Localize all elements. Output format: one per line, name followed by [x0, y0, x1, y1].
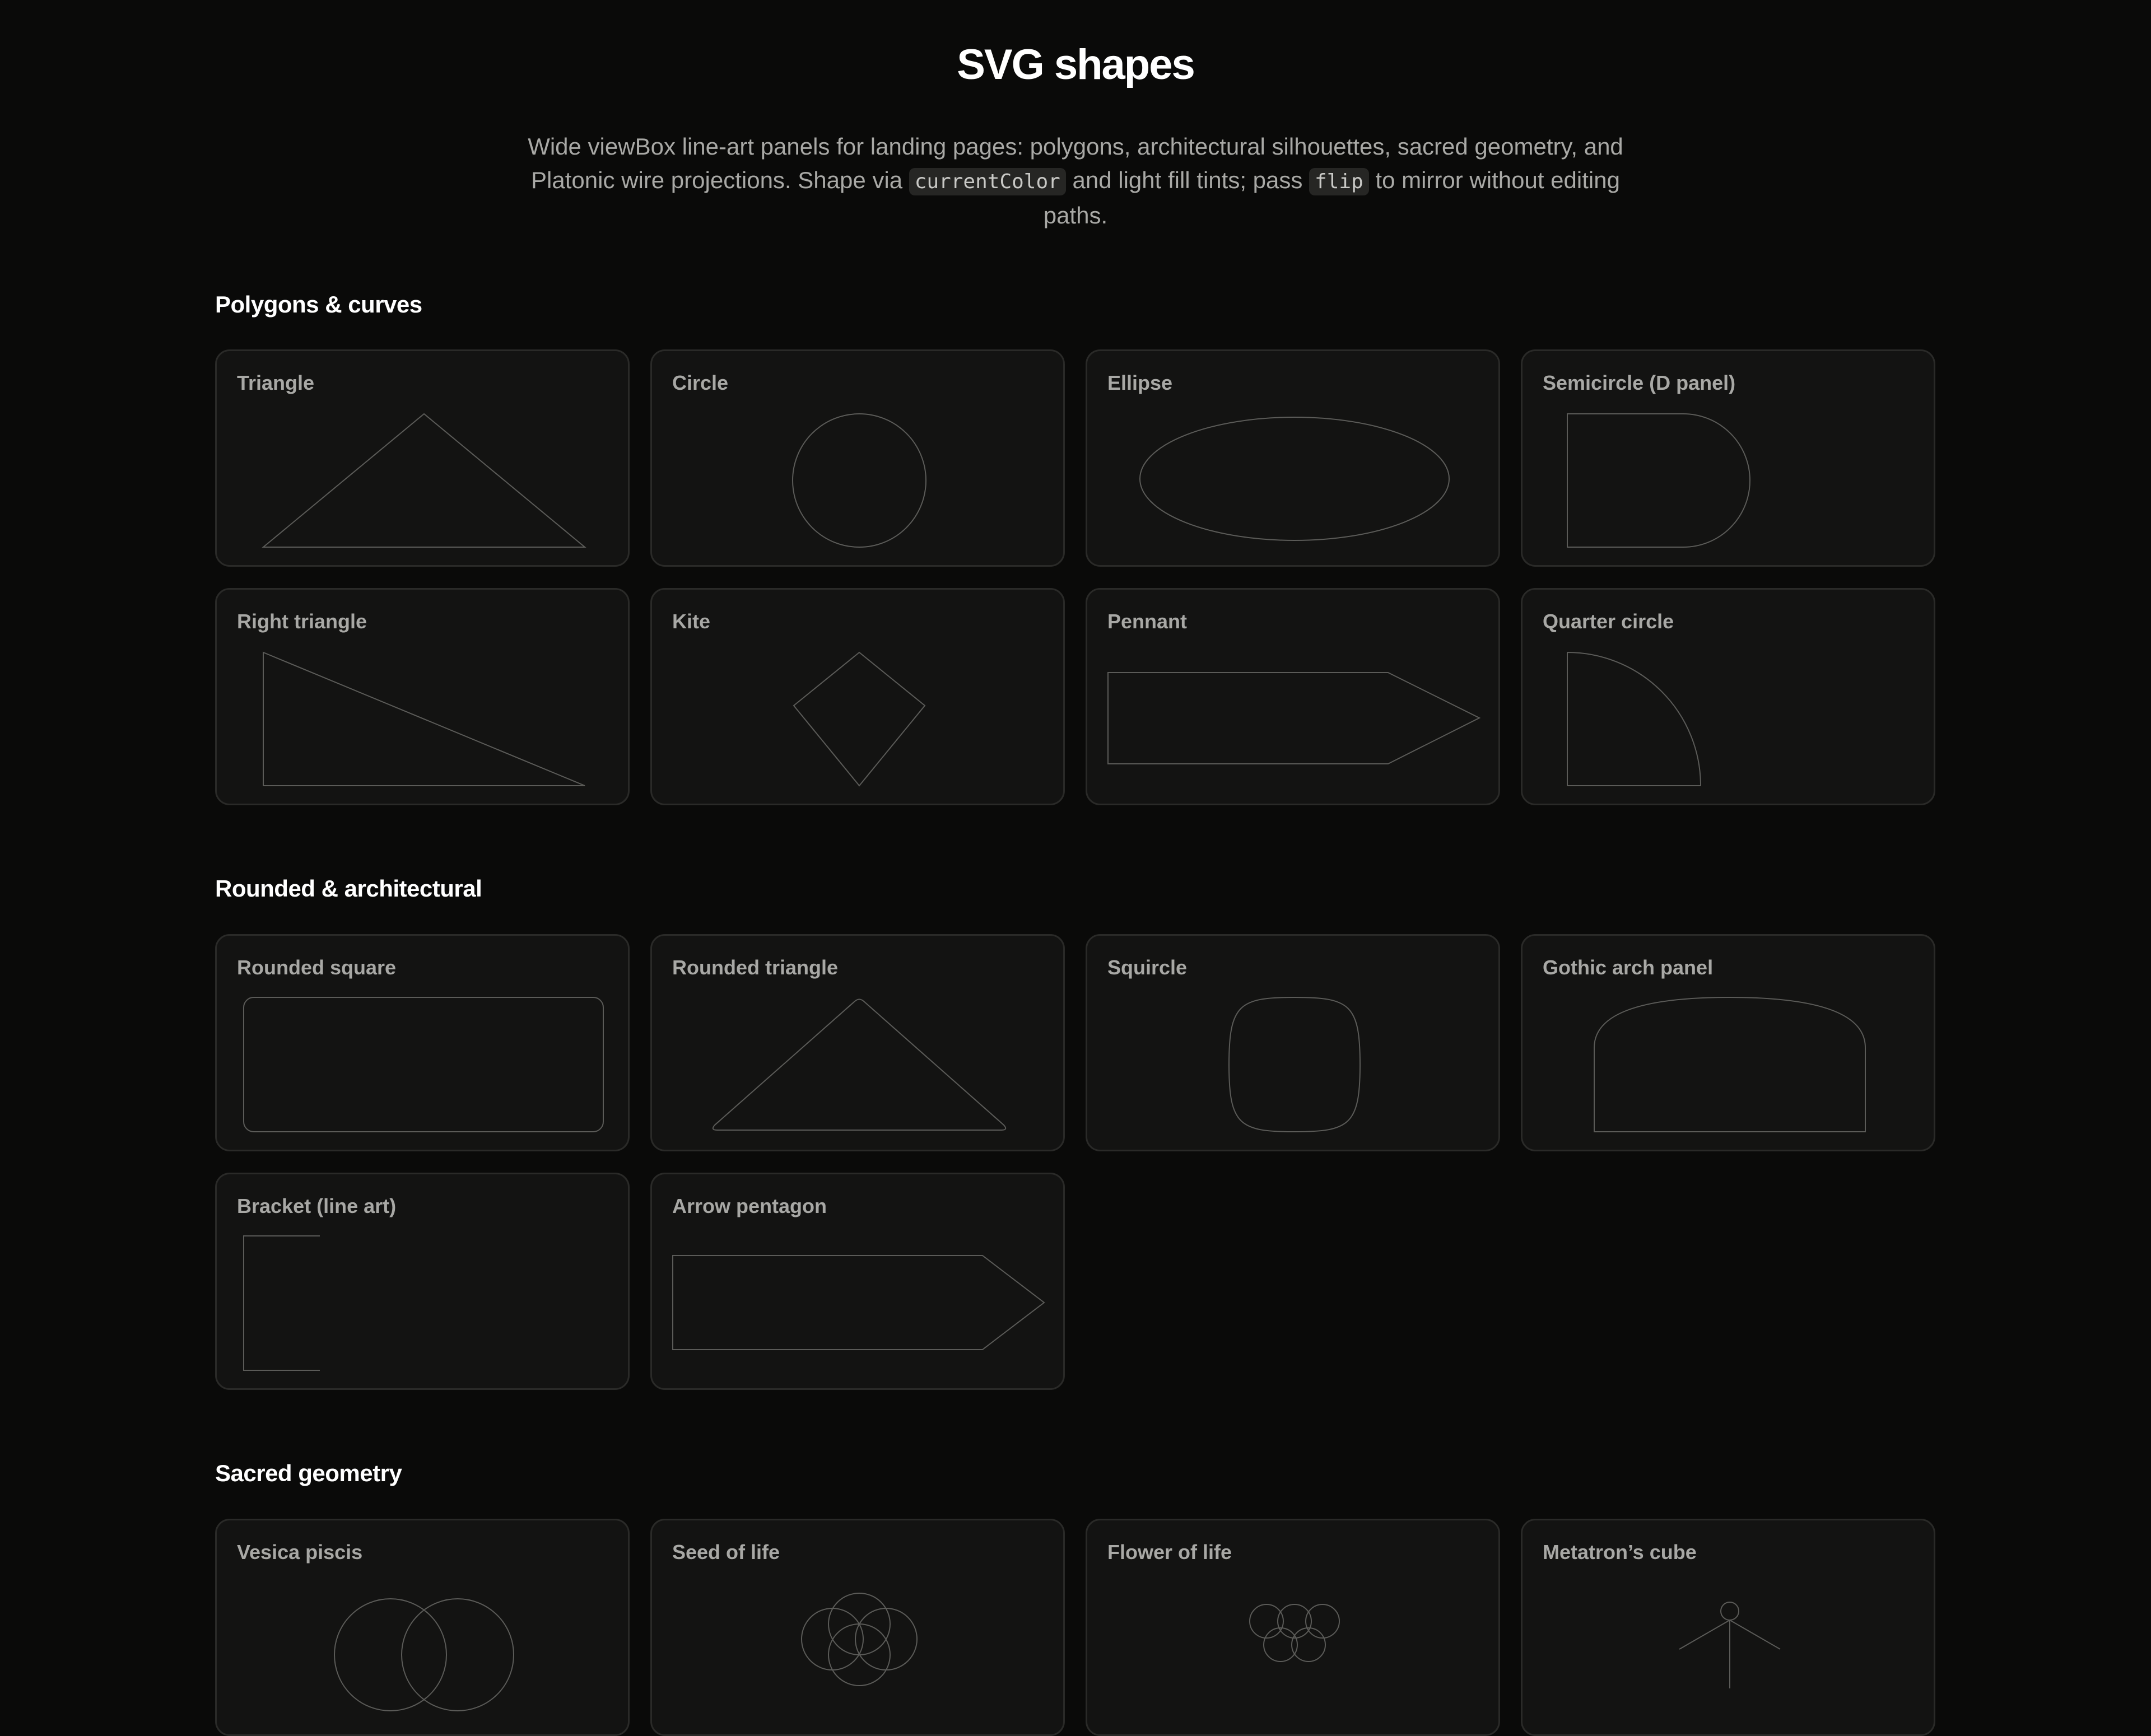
shape-card-seed-of-life[interactable]: [650, 1519, 1065, 1736]
card-label: Pennant: [1107, 610, 1188, 633]
shape-card-squircle[interactable]: [1086, 934, 1500, 1151]
shape-card-pennant[interactable]: [1086, 588, 1500, 805]
card-label: Squircle: [1107, 956, 1188, 979]
shape-card-kite[interactable]: [650, 588, 1065, 805]
intro-text-1: Wide viewBox line-art panels for landing pages: polygons, architectural silhouettes, sacred geometry, and Platonic wire projections. Shape via: [528, 133, 1623, 193]
card-label: Ellipse: [1107, 371, 1173, 394]
card-label: Triangle: [237, 371, 315, 394]
shape-card-triangle[interactable]: [215, 349, 630, 567]
shape-card-ellipse[interactable]: [1086, 349, 1500, 567]
shape-card-rounded-triangle[interactable]: [650, 934, 1065, 1151]
shape-card-rounded-square[interactable]: [215, 934, 630, 1151]
code-current-color: currentColor: [909, 168, 1066, 195]
shape-card-arrow-pentagon[interactable]: [650, 1173, 1065, 1390]
shape-card-semicircle[interactable]: [1521, 349, 1935, 567]
card-label: Bracket (line art): [237, 1194, 397, 1217]
page-title: SVG shapes: [957, 41, 1194, 88]
card-label: Metatron’s cube: [1543, 1541, 1697, 1564]
card-label: Seed of life: [672, 1541, 780, 1564]
card-label: Rounded square: [237, 956, 397, 979]
section-title-sacred: Sacred geometry: [215, 1460, 402, 1486]
section-title-polygons: Polygons & curves: [215, 291, 422, 318]
shape-card-quarter-circle[interactable]: [1521, 588, 1935, 805]
code-flip: flip: [1309, 168, 1369, 195]
kite-icon: [652, 590, 1065, 805]
card-label: Gothic arch panel: [1543, 956, 1714, 979]
intro-text-2: and light fill tints; pass: [1065, 167, 1310, 193]
card-label: Quarter circle: [1543, 610, 1674, 633]
card-label: Rounded triangle: [672, 956, 838, 979]
shape-card-bracket[interactable]: [215, 1173, 630, 1390]
shape-card-circle[interactable]: [650, 349, 1065, 567]
card-label: Semicircle (D panel): [1543, 371, 1736, 394]
page-intro: [515, 130, 1636, 232]
section-title-rounded: Rounded & architectural: [215, 875, 482, 902]
shape-card-flower-of-life[interactable]: [1086, 1519, 1500, 1736]
card-label: Arrow pentagon: [672, 1194, 827, 1217]
shape-card-gothic-arch[interactable]: [1521, 934, 1935, 1151]
card-label: Circle: [672, 371, 729, 394]
shape-card-metatrons-cube[interactable]: [1521, 1519, 1935, 1736]
card-label: Flower of life: [1107, 1541, 1232, 1564]
card-label: Right triangle: [237, 610, 367, 633]
shape-card-vesica-piscis[interactable]: [215, 1519, 630, 1736]
card-label: Vesica piscis: [237, 1541, 363, 1564]
card-label: Kite: [672, 610, 711, 633]
intro-text-3: to mirror without editing paths.: [1043, 167, 1620, 228]
shape-card-right-triangle[interactable]: [215, 588, 630, 805]
